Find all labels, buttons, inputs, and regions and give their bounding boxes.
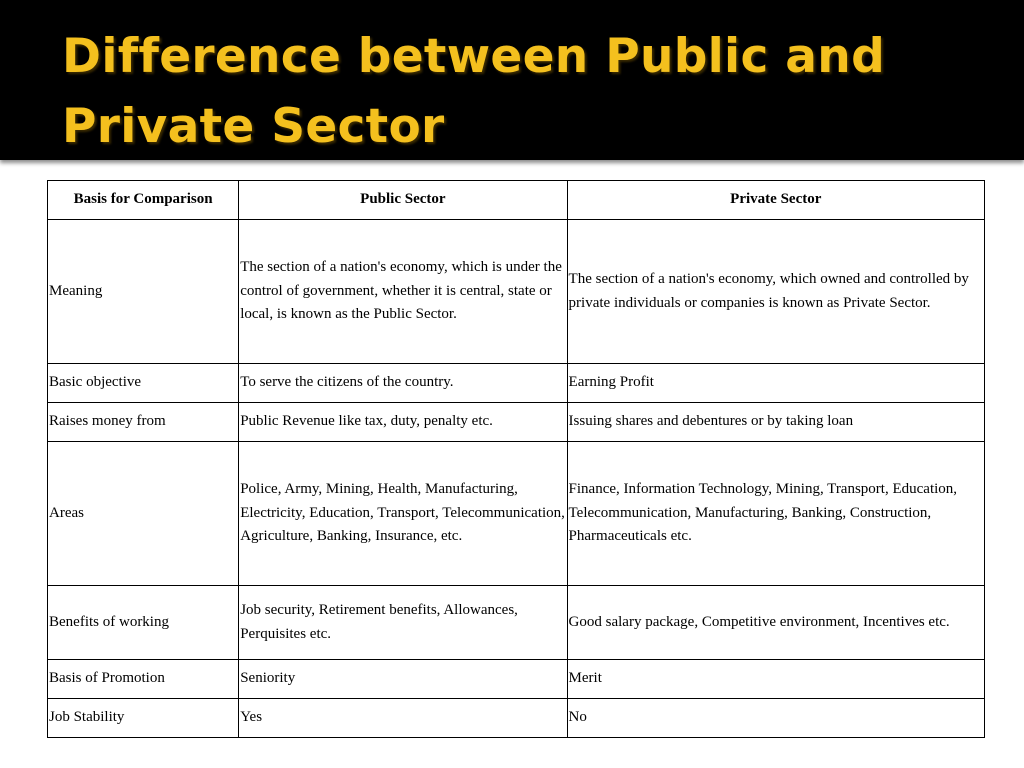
public-cell: Police, Army, Mining, Health, Manufacturing, Electricity, Education, Transport, Telecommunication, Agriculture, Banking, Insurance, etc. <box>239 442 567 586</box>
table-row-basic-objective <box>48 364 985 403</box>
table-row-benefits <box>48 586 985 660</box>
table-row-job-stability <box>48 699 985 738</box>
comparison-table <box>47 180 985 738</box>
private-cell: Issuing shares and debentures or by taking loan <box>567 403 984 442</box>
private-cell: No <box>567 699 984 738</box>
basis-cell: Basis of Promotion <box>48 660 239 699</box>
header-basis: Basis for Comparison <box>48 181 239 220</box>
table-row-areas <box>48 442 985 586</box>
table-row-promotion <box>48 660 985 699</box>
title-bar <box>0 0 1024 160</box>
table-row-meaning <box>48 220 985 364</box>
table-row-raises-money <box>48 403 985 442</box>
basis-cell: Raises money from <box>48 403 239 442</box>
public-cell: Yes <box>239 699 567 738</box>
table-header-row <box>48 181 985 220</box>
public-cell: Seniority <box>239 660 567 699</box>
basis-cell: Benefits of working <box>48 586 239 660</box>
private-cell: Merit <box>567 660 984 699</box>
basis-cell: Job Stability <box>48 699 239 738</box>
public-cell: Public Revenue like tax, duty, penalty etc. <box>239 403 567 442</box>
public-cell: The section of a nation's economy, which is under the control of government, whether it is central, state or local, is known as the Public Sector. <box>239 220 567 364</box>
basis-cell: Meaning <box>48 220 239 364</box>
public-cell: Job security, Retirement benefits, Allowances, Perquisites etc. <box>239 586 567 660</box>
private-cell: The section of a nation's economy, which owned and controlled by private individuals or companies is known as Private Sector. <box>567 220 984 364</box>
private-cell: Earning Profit <box>567 364 984 403</box>
basis-cell: Basic objective <box>48 364 239 403</box>
private-cell: Finance, Information Technology, Mining, Transport, Education, Telecommunication, Manufacturing, Banking, Construction, Pharmaceuticals etc. <box>567 442 984 586</box>
header-private-sector: Private Sector <box>567 181 984 220</box>
public-cell: To serve the citizens of the country. <box>239 364 567 403</box>
basis-cell: Areas <box>48 442 239 586</box>
slide-title: Difference between Public and Private Sector <box>62 29 886 154</box>
header-public-sector: Public Sector <box>239 181 567 220</box>
private-cell: Good salary package, Competitive environment, Incentives etc. <box>567 586 984 660</box>
